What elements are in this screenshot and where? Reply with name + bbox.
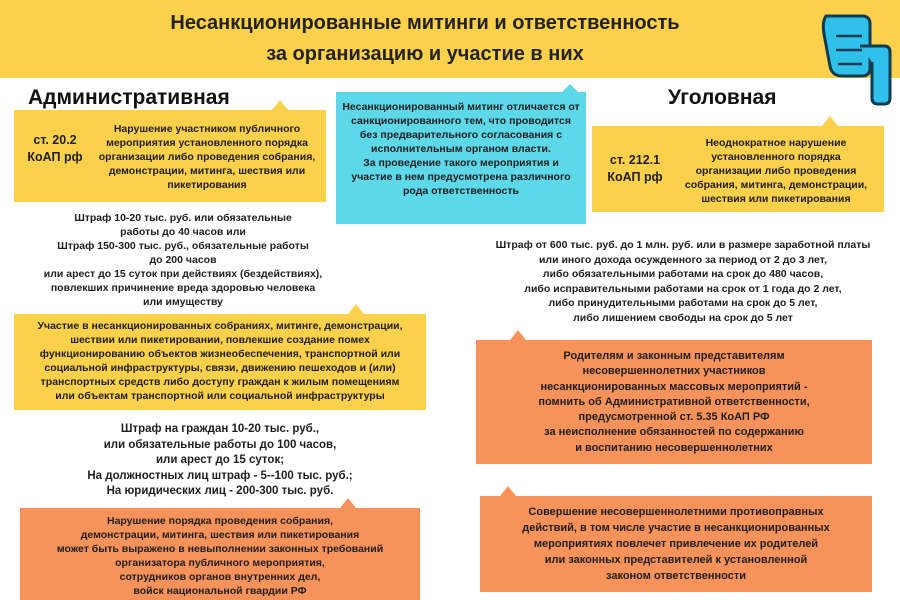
admin-violation-2-line: транспортных средств либо доступу граждан к жилым помещениям bbox=[40, 376, 400, 388]
admin-violation-3-line: организатора публичного мероприятия, bbox=[115, 557, 325, 569]
admin-violation-2-box bbox=[14, 314, 426, 410]
title-line-1: Несанкционированные митинги и ответственность bbox=[170, 12, 680, 34]
admin-penalty-2-line: На должностных лиц штраф - 5--100 тыс. руб.; bbox=[87, 469, 353, 482]
admin-penalty-1-line: работы до 40 часов или bbox=[120, 226, 246, 238]
admin-violation-2-line: или объектам транспортной или социальной инфраструктуры bbox=[55, 390, 385, 402]
parents-note-box bbox=[476, 340, 872, 464]
criminal-penalty-line: либо принудительными работами на срок до 5 лет, bbox=[548, 297, 818, 309]
admin-violation-2-line: функционированию объектов жизнеобеспечения, транспортной или bbox=[39, 348, 401, 360]
center-note-p2: За проведение такого мероприятия и участие в нем предусмотрена различного рода ответственность bbox=[351, 157, 571, 197]
admin-article-code bbox=[20, 132, 90, 166]
minors-note-line: мероприятиях повлечет привлечение их родителей bbox=[533, 538, 819, 550]
parents-note-line: несовершеннолетних участников bbox=[582, 365, 766, 378]
parents-note-line: Родителям и законным представителям bbox=[563, 350, 785, 362]
parents-note-line: помнить об Административной ответственности, bbox=[538, 395, 810, 408]
speech-tail bbox=[272, 100, 288, 110]
speech-tail bbox=[500, 486, 516, 496]
criminal-penalty-line: или иного дохода осужденного за период от 2 до 3 лет, bbox=[538, 253, 828, 266]
admin-article-code-line-1: ст. 20.2 bbox=[33, 133, 77, 147]
criminal-article-code-line-2: КоАП рф bbox=[607, 170, 663, 184]
admin-article-code-line-2: КоАП рф bbox=[27, 150, 83, 164]
admin-violation-2-text bbox=[18, 319, 422, 403]
criminal-penalty bbox=[470, 238, 896, 325]
admin-violation-3-line: войск национальной гвардии РФ bbox=[133, 585, 307, 597]
title-line-2: за организацию и участие в них bbox=[266, 43, 584, 65]
parents-note-text bbox=[482, 349, 866, 456]
parents-note-line: предусмотренной ст. 5.35 КоАП РФ bbox=[578, 411, 770, 424]
admin-penalty-1-line: Штраф 10-20 тыс. руб. или обязательные bbox=[74, 212, 292, 224]
heading-criminal: Уголовная bbox=[668, 86, 777, 109]
admin-violation-3-box bbox=[20, 508, 420, 600]
minors-note-text bbox=[484, 504, 868, 584]
heading-administrative: Административная bbox=[28, 86, 230, 109]
admin-penalty-1-line: или имуществу bbox=[143, 296, 223, 308]
minors-note-line: Совершение несовершеннолетними противоправных bbox=[528, 506, 824, 518]
parents-note-line: и воспитанию несовершеннолетних bbox=[575, 441, 773, 454]
page-title bbox=[40, 8, 810, 72]
criminal-penalty-line: либо исправительными работами на срок от 1 года до 2 лет, bbox=[524, 282, 842, 295]
minors-note-line: законом ответственности bbox=[606, 570, 746, 582]
admin-article-box bbox=[14, 110, 326, 202]
speech-tail bbox=[562, 84, 578, 92]
admin-penalty-1-line: или арест до 15 суток при действиях (бездействиях), bbox=[43, 268, 323, 280]
admin-penalty-1-line: Штраф 150-300 тыс. руб., обязательные работы bbox=[57, 240, 309, 252]
parents-note-line: несанкционированных массовых мероприятий - bbox=[540, 380, 808, 393]
admin-violation-3-line: Нарушение порядка проведения собрания, bbox=[106, 515, 334, 527]
speech-tail bbox=[340, 498, 356, 508]
admin-penalty-2-line: На юридических лиц - 200-300 тыс. руб. bbox=[106, 485, 334, 497]
admin-penalty-1 bbox=[18, 211, 348, 309]
admin-violation-3-line: может быть выражено в невыполнении законных требований bbox=[56, 543, 384, 555]
minors-note-box bbox=[480, 496, 872, 592]
criminal-penalty-line: либо обязательными работами на срок до 480 часов, bbox=[542, 268, 824, 280]
speech-tail bbox=[348, 304, 364, 314]
pointing-hand-icon bbox=[812, 6, 894, 106]
criminal-penalty-line: Штраф от 600 тыс. руб. до 1 млн. руб. или в размере заработной платы bbox=[495, 239, 871, 251]
speech-tail bbox=[510, 330, 526, 340]
criminal-article-code bbox=[596, 152, 674, 186]
admin-penalty-2 bbox=[40, 422, 400, 500]
criminal-penalty-line: либо лишением свободы на срок до 5 лет bbox=[573, 311, 793, 324]
admin-article-desc: Нарушение участником публичного мероприятия установленного порядка организации либо проведения собрания, демонстрации, митинга, шествия или пикетирования bbox=[98, 123, 316, 191]
criminal-article-desc: Неоднократное нарушение установленного порядка организации либо проведения собрания, митинга, демонстрации, шествия или пикетирования bbox=[684, 137, 868, 205]
admin-penalty-2-line: или обязательные работы до 100 часов, bbox=[103, 438, 337, 451]
admin-violation-2-line: социальной инфраструктуры, связи, движению пешеходов и (или) bbox=[44, 362, 396, 374]
center-note-text bbox=[342, 100, 580, 198]
minors-note-line: или законных представителей к установленной bbox=[544, 554, 808, 566]
admin-violation-2-line: Участие в несанкционированных собраниях, митинге, демонстрации, bbox=[37, 320, 403, 332]
criminal-article-code-line-1: ст. 212.1 bbox=[609, 153, 661, 167]
speech-tail bbox=[822, 116, 838, 126]
criminal-article-box bbox=[592, 126, 884, 212]
admin-violation-3-text bbox=[24, 514, 416, 598]
admin-violation-3-line: сотрудников органов внутренних дел, bbox=[119, 571, 321, 583]
center-note-box bbox=[336, 92, 586, 224]
admin-violation-3-line: демонстрации, митинга, шествия или пикетирования bbox=[80, 529, 360, 541]
admin-penalty-2-line: Штраф на граждан 10-20 тыс. руб., bbox=[120, 423, 320, 435]
parents-note-line: за неисполнение обязанностей по содержанию bbox=[544, 426, 804, 439]
minors-note-line: действий, в том числе участие в несанкционированных bbox=[522, 522, 830, 534]
admin-penalty-1-line: повлекших причинение вреда здоровью человека bbox=[50, 282, 316, 294]
admin-penalty-1-line: до 200 часов bbox=[149, 254, 217, 266]
center-note-p1: Несанкционированный митинг отличается от санкционированного тем, что проводится без предварительного согласования с исполнительным органом власти. bbox=[342, 101, 580, 155]
admin-violation-2-line: шествии или пикетировании, повлекшие создание помех bbox=[70, 334, 370, 346]
admin-penalty-2-line: или арест до 15 суток; bbox=[155, 454, 285, 466]
